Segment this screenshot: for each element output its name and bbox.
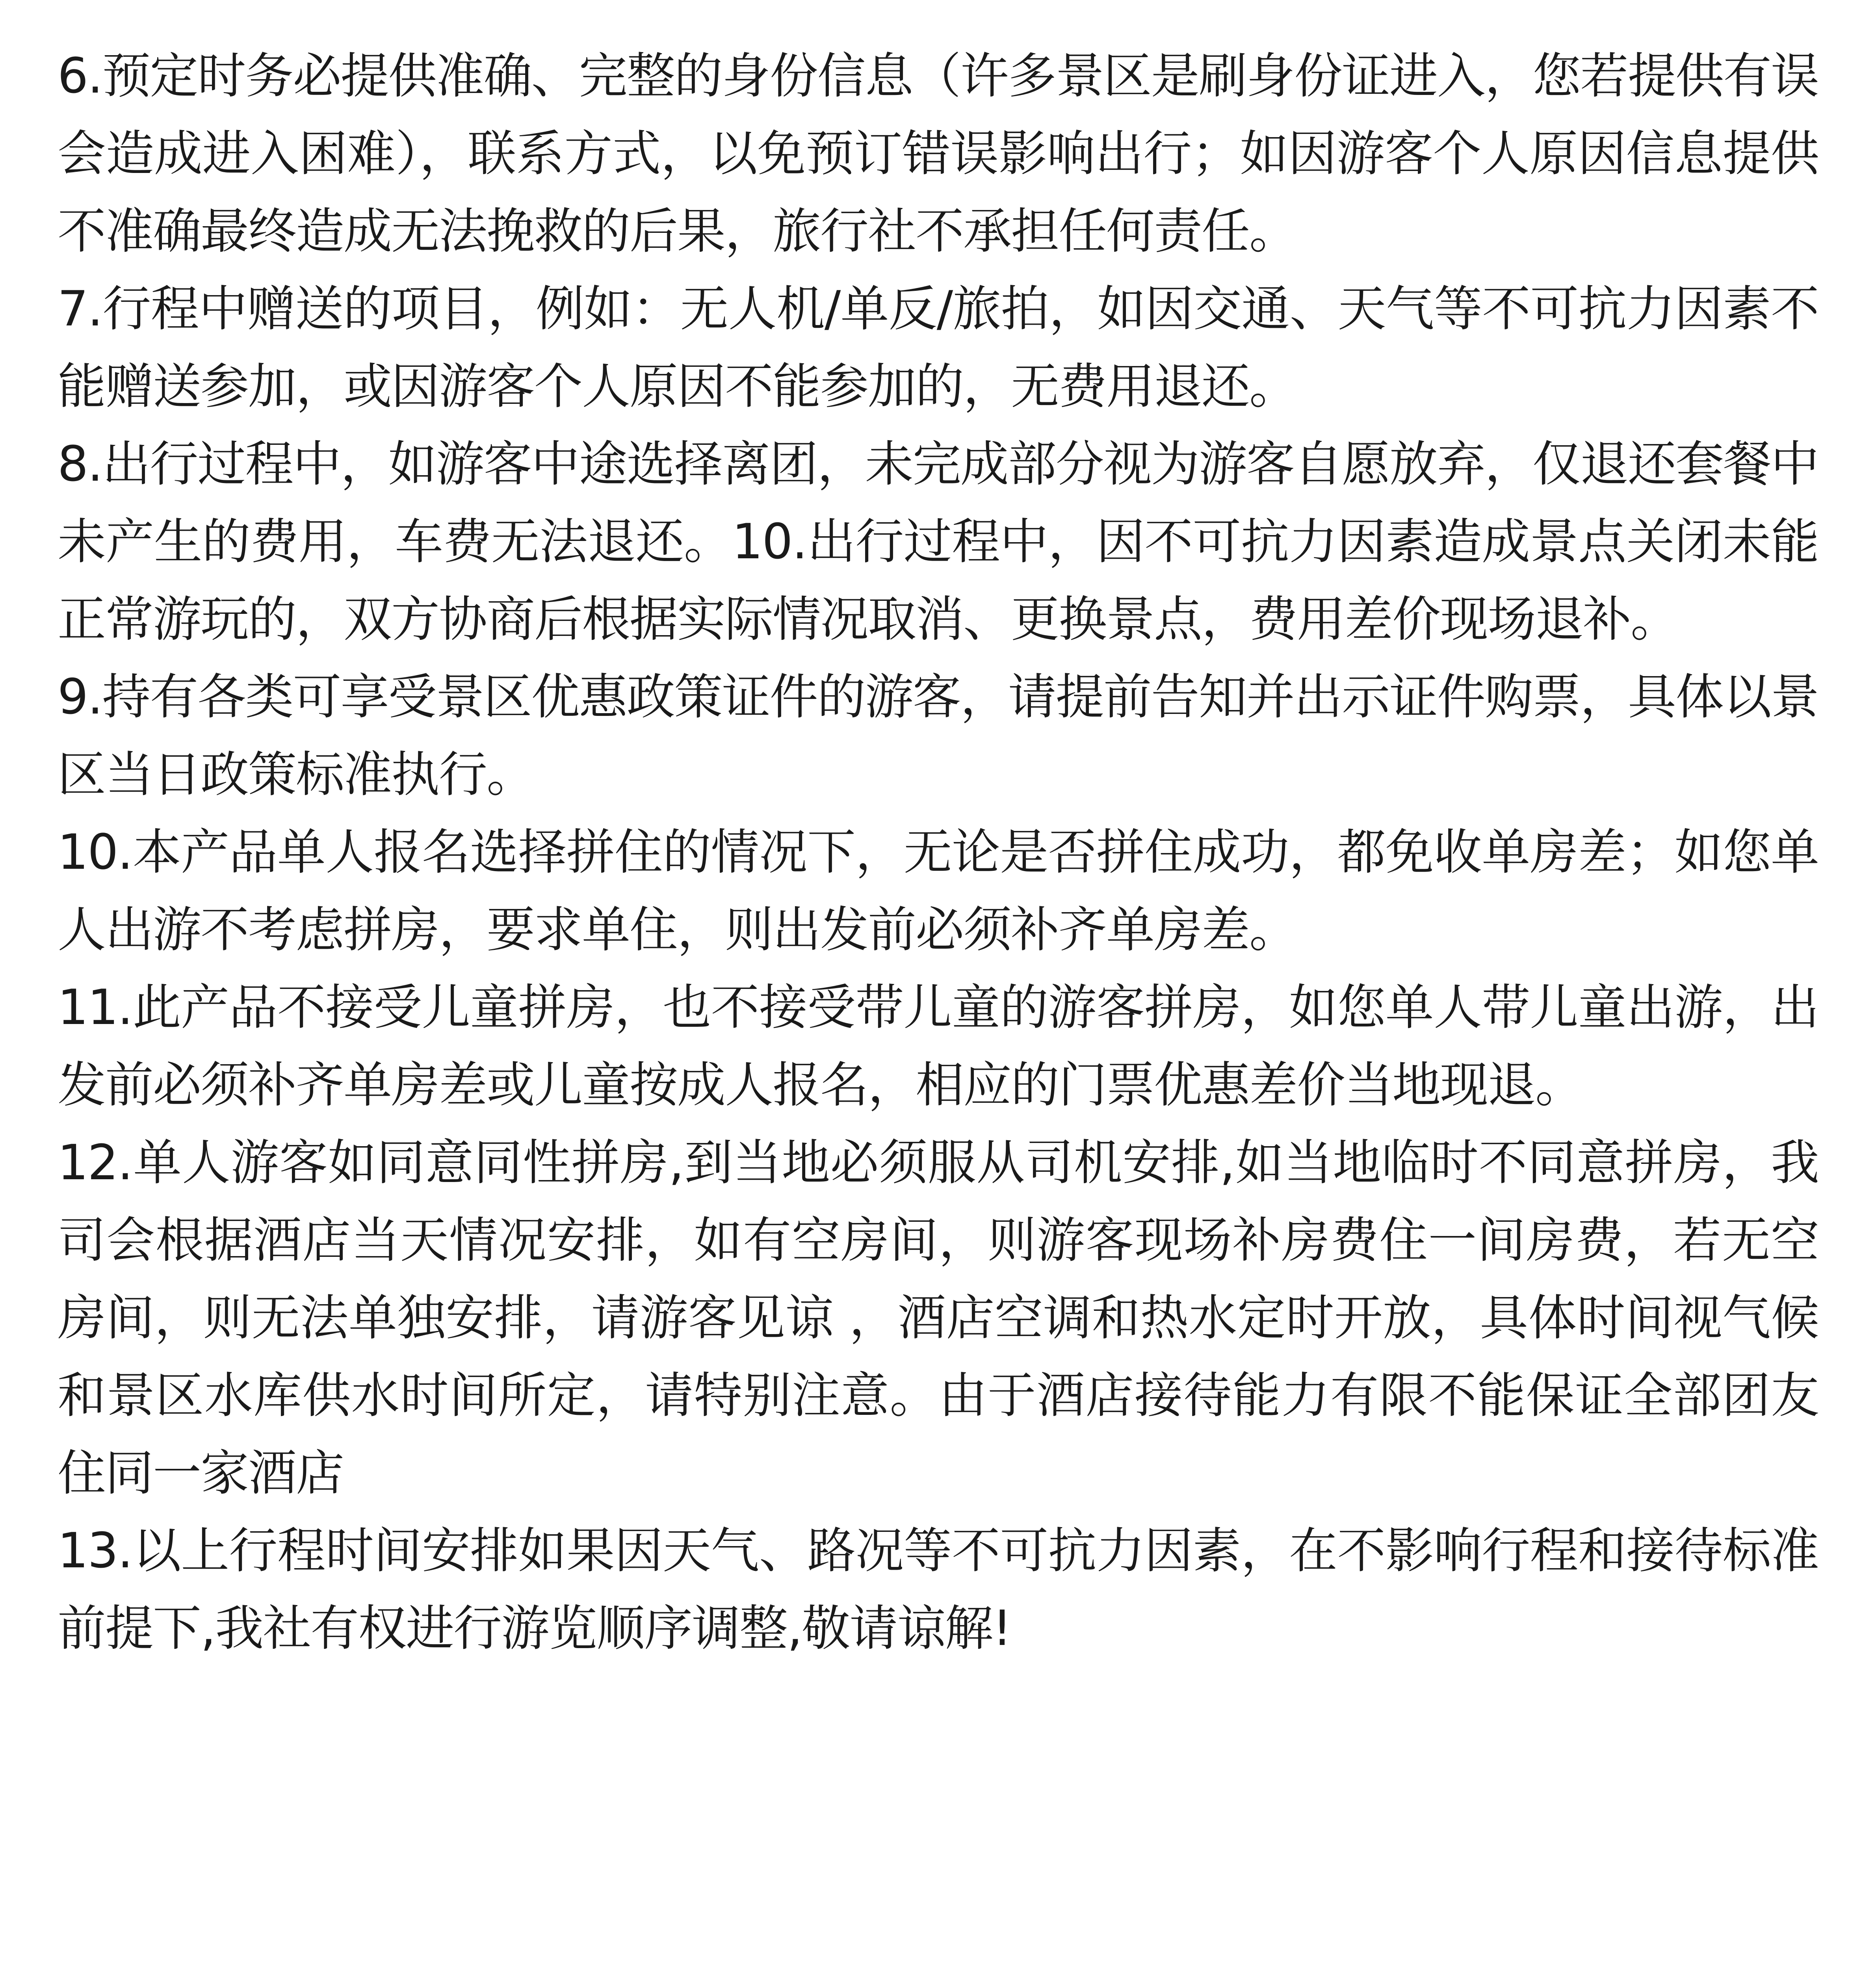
note-item-13: 13.以上行程时间安排如果因天气、路况等不可抗力因素，在不影响行程和接待标准前提下,我社有权进行游览顺序调整,敬请谅解!	[58, 1523, 1818, 1657]
note-item-9: 9.持有各类可享受景区优惠政策证件的游客，请提前告知并出示证件购票，具体以景区当日政策标准执行。	[58, 669, 1818, 803]
notes-list	[58, 37, 1818, 1667]
note-item-7: 7.行程中赠送的项目，例如：无人机/单反/旅拍，如因交通、天气等不可抗力因素不能赠送参加，或因游客个人原因不能参加的，无费用退还。	[58, 281, 1818, 415]
note-item-6: 6.预定时务必提供准确、完整的身份信息（许多景区是刷身份证进入，您若提供有误会造成进入困难），联系方式，以免预订错误影响出行；如因游客个人原因信息提供不准确最终造成无法挽救的后果，旅行社不承担任何责任。	[58, 48, 1818, 260]
note-item-12: 12.单人游客如同意同性拼房,到当地必须服从司机安排,如当地临时不同意拼房，我司会根据酒店当天情况安排，如有空房间，则游客现场补房费住一间房费，若无空房间，则无法单独安排，请游客见谅 ，酒店空调和热水定时开放，具体时间视气候和景区水库供水时间所定，请特别注意。由于酒店接待能力有限不能保证全部团友住同一家酒店	[58, 1135, 1818, 1502]
note-item-10: 10.本产品单人报名选择拼住的情况下，无论是否拼住成功，都免收单房差；如您单人出游不考虑拼房，要求单住，则出发前必须补齐单房差。	[58, 824, 1818, 958]
note-item-8: 8.出行过程中，如游客中途选择离团，未完成部分视为游客自愿放弃，仅退还套餐中未产生的费用，车费无法退还。10.出行过程中，因不可抗力因素造成景点关闭未能正常游玩的，双方协商后根据实际情况取消、更换景点，费用差价现场退补。	[58, 436, 1818, 648]
note-item-11: 11.此产品不接受儿童拼房，也不接受带儿童的游客拼房，如您单人带儿童出游，出发前必须补齐单房差或儿童按成人报名，相应的门票优惠差价当地现退。	[58, 979, 1818, 1113]
